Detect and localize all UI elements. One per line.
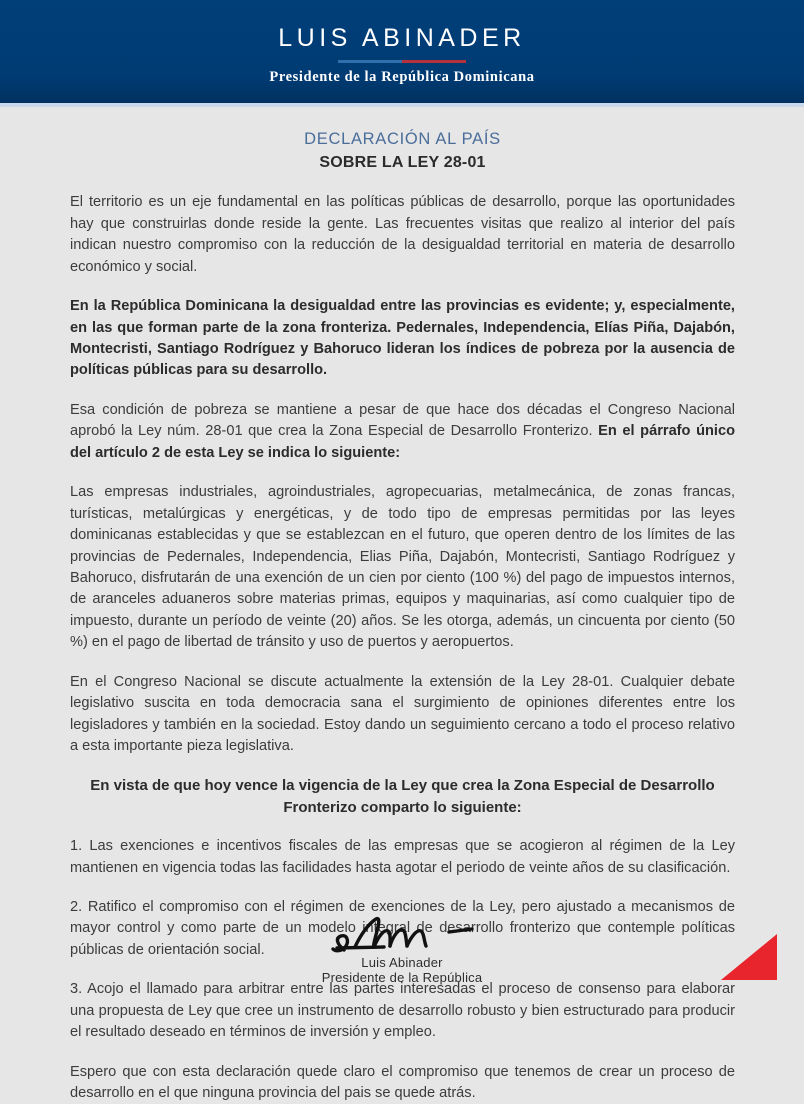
paragraph-law-intro-emphasis: En el párrafo único del artículo 2 de esta Ley se indica lo siguiente: (70, 423, 735, 461)
paragraph-inequality: En la República Dominicana la desigualdad entre las provincias es evidente; y, especialmente, en las que forman parte de la zona fronteriza. Pedernales, Independencia, Elías Piña, Dajabón, Montecristi, Santiago Rodríguez y Bahoruco lideran los índices de pobreza por la ausencia de políticas públicas para su desarrollo. (70, 298, 735, 379)
centered-statement: En vista de que hoy vence la vigencia de la Ley que crea la Zona Especial de Desarrollo Fronterizo comparto lo siguiente: (90, 777, 715, 816)
divider-red-half (402, 60, 466, 63)
signature-name: Luis Abinader (361, 954, 443, 970)
handwritten-signature-icon (322, 914, 482, 958)
paragraph-intro: El territorio es un eje fundamental en las políticas públicas de desarrollo, porque las oportunidades hay que construirlas donde reside la gente. Las frecuentes visitas que realizo al interior del país indican nuestro compromiso con la reducción de la desigualdad territorial en materia de desarrollo económico y social. (70, 194, 735, 275)
signature-block (0, 914, 804, 986)
paragraph-law-intro (70, 400, 735, 464)
page-title: DECLARACIÓN AL PAÍS (304, 130, 501, 148)
page-header (0, 0, 804, 107)
list-item-3: 3. Acojo el llamado para arbitrar entre las partes interesadas el proceso de consenso para elaborar una propuesta de Ley que cree un instrumento de desarrollo robusto y bien estructurado para producir el resultado deseado en términos de inversión y empleo. (70, 981, 735, 1041)
page-subtitle: SOBRE LA LEY 28-01 (319, 153, 486, 171)
brand-subtitle: Presidente de la República Dominicana (269, 69, 535, 86)
signature-role: Presidente de la República (321, 970, 483, 986)
paragraph-law-intro-regular: Esa condición de pobreza se mantiene a pesar de que hace dos décadas el Congreso Nacional aprobó la Ley núm. 28-01 que crea la Zona Especial de Desarrollo Fronterizo. (70, 401, 735, 440)
brand-name: LUIS ABINADER (278, 24, 526, 53)
brand-divider (338, 60, 466, 63)
header-bottom-rule (0, 103, 804, 107)
red-triangle-logo-icon (721, 934, 777, 980)
paragraph-congress: En el Congreso Nacional se discute actualmente la extensión de la Ley 28-01. Cualquier debate legislativo suscita en toda democracia sana el surgimiento de opiniones diferentes entre los legisladores y también en la sociedad. Estoy dando un seguimiento cercano a todo el proceso relativo a esta importante pieza legislativa. (70, 673, 735, 755)
list-item-1: 1. Las exenciones e incentivos fiscales de las empresas que se acogieron al régimen de la Ley mantienen en vigencia todas las facilidades hasta agotar el periodo de veinte años de su clasificación. (70, 838, 735, 876)
list-item-2: 2. Ratifico el compromiso con el régimen de exenciones de la Ley, pero ajustado a mecanismos de mayor control y como parte de un modelo integral de desarrollo fronterizo que contemple políticas públicas de orientación social. (70, 898, 735, 958)
law-quote-block: Las empresas industriales, agroindustriales, agropecuarias, metalmecánica, de zonas francas, turísticas, metalúrgicas y energéticas, y de todo tipo de empresas permitidas por las leyes dominicanas establecidas y que se establezcan en el futuro, que operen dentro de los límites de las provincias de Pedernales, Independencia, Elias Piña, Dajabón, Montecristi, Santiago Rodríguez y Bahoruco, disfrutarán de una exención de un cien por ciento (100 %) del pago de impuestos internos, de aranceles aduaneros sobre materias primas, equipos y maquinarias, así como cualquier tipo de impuesto, durante un período de veinte (20) años. Se les otorga, además, un cincuenta por ciento (50 %) en el pago de libertad de tránsito y uso de puertos y aeropuertos. (70, 484, 735, 651)
divider-blue-half (338, 60, 402, 63)
paragraph-closing: Espero que con esta declaración quede claro el compromiso que tenemos de crear un proceso de desarrollo en el que ninguna provincia del pais se quede atrás. (70, 1063, 735, 1102)
